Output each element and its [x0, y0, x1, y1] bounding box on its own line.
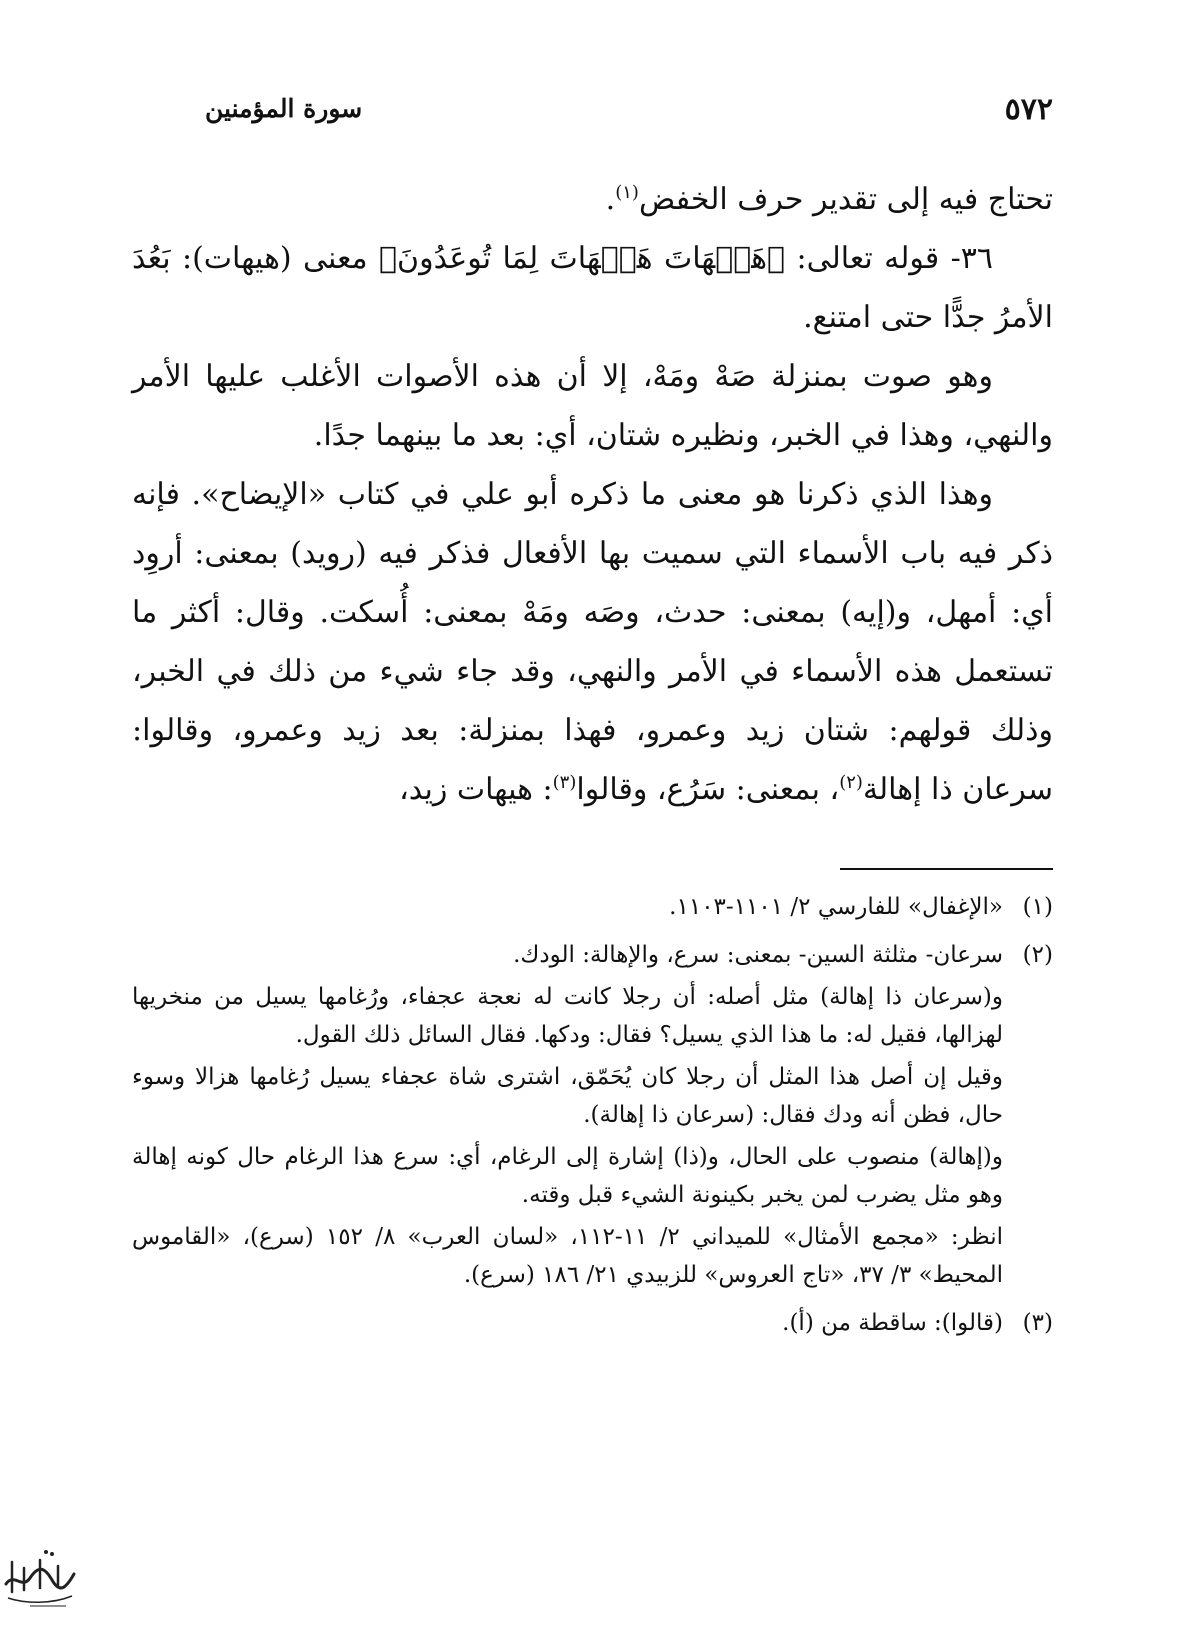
footnote-paragraph: «الإغفال» للفارسي ٢/ ١١٠١-١١٠٣.: [669, 894, 1003, 920]
paragraph-4-text-b: ، بمعنى: سَرُع، وقالوا: [576, 772, 840, 807]
footnote-paragraph: سرعان- مثلثة السين- بمعنى: سرع، والإهالة: الودك.: [513, 942, 1003, 968]
running-head: سورة المؤمنين: [205, 94, 363, 123]
footnote-number: (١): [1022, 894, 1053, 920]
paragraph-4: [132, 465, 1053, 819]
footnote-paragraph: و(إهالة) منصوب على الحال، و(ذا) إشارة إلى الرغام، أي: سرع هذا الرغام حال كونه إهالة وهو مثل يضرب لمن يخبر بكينونة الشيء قبل وقته.: [132, 1144, 1003, 1208]
footnote-paragraph: و(سرعان ذا إهالة) مثل أصله: أن رجلا كانت له نعجة عجفاء، ورُغامها يسيل من منخريها لهزالها، فقيل له: ما هذا الذي يسيل؟ فقال: ودكها. فقال السائل ذلك القول.: [132, 984, 1003, 1048]
footnote-ref-2: (٢): [839, 772, 863, 793]
page-number: ٥٧٢: [1004, 92, 1053, 127]
footnote-paragraph: وقيل إن أصل هذا المثل أن رجلا كان يُحَمّق، اشترى شاة عجفاء يسيل رُغامها هزالا وسوء حال، فظن أنه ودك فقال: (سرعان ذا إهالة).: [132, 1064, 1003, 1128]
footnote-separator: [840, 868, 1053, 870]
paragraph-1-end: .: [605, 182, 616, 217]
paragraph-4-text-c: : هيهات زيد،: [399, 772, 553, 807]
paragraph-1: [132, 170, 1053, 229]
footnote-number: (٣): [1022, 1310, 1053, 1336]
paragraph-4-text-a: وهذا الذي ذكرنا هو معنى ما ذكره أبو علي في كتاب «الإيضاح». فإنه ذكر فيه باب الأسماء التي سميت بها الأفعال فذكر فيه (رويد) بمعنى: أروِد أي: أمهل، و(إيه) بمعنى: حدث، وصَه ومَهْ بمعنى: أُسكت. وقال: أكثر ما تستعمل هذه الأسماء في الأمر والنهي، وقد جاء شيء من ذلك في الخبر، وذلك قولهم: شتان زيد وعمرو، فهذا بمنزلة: بعد زيد وعمرو، وقالوا: سرعان ذا إهالة: [132, 477, 1053, 807]
footnote-3: [132, 1304, 1053, 1346]
footnote-body: [132, 1304, 1003, 1346]
paragraph-1-text: تحتاج فيه إلى تقدير حرف الخفض: [638, 182, 1053, 217]
footnote-paragraph: (قالوا): ساقطة من (أ).: [782, 1310, 1003, 1336]
paragraph-3: وهو صوت بمنزلة صَهْ ومَهْ، إلا أن هذه الأصوات الأغلب عليها الأمر والنهي، وهذا في الخبر، ونظيره شتان، أي: بعد ما بينهما جدًا.: [132, 359, 1053, 453]
footnote-number: (٢): [1022, 942, 1053, 968]
paragraph-2: ٣٦- قوله تعالى: ﴿هَيۡهَاتَ هَيۡهَاتَ لِمَا تُوعَدُونَ﴾ معنى (هيهات): بَعُدَ الأمرُ جدًّا حتى امتنع.: [132, 241, 1053, 335]
footnote-body: [132, 888, 1003, 930]
footnote-2: [132, 936, 1053, 1298]
footnote-paragraph: انظر: «مجمع الأمثال» للميداني ٢/ ١١-١١٢، «لسان العرب» ٨/ ١٥٢ (سرع)، «القاموس المحيط» ٣/ ٣٧، «تاج العروس» للزبيدي ٢١/ ١٨٦ (سرع).: [132, 1224, 1003, 1288]
footnote-ref-1: (١): [615, 182, 639, 203]
page-header: [205, 92, 1053, 132]
watermark-logo: [0, 1532, 80, 1612]
footnote-1: [132, 888, 1053, 930]
footnote-ref-3: (٣): [552, 772, 577, 793]
footnote-body: [132, 936, 1003, 1298]
main-text: [132, 170, 1053, 819]
footnotes: [132, 888, 1053, 1352]
